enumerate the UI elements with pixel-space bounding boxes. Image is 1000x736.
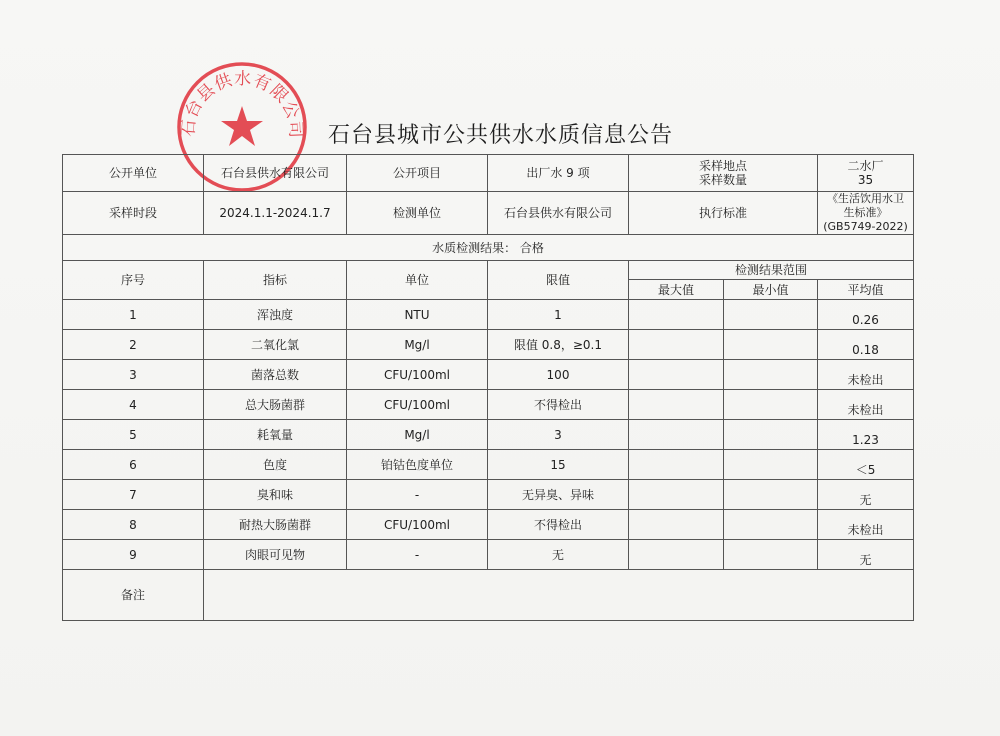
notes-value — [204, 570, 914, 621]
document-title: 石台县城市公共供水水质信息公告 — [328, 123, 674, 148]
row-no: 4 — [63, 390, 204, 420]
row-limit: 不得检出 — [488, 390, 629, 420]
site-label: 采样地点 — [699, 159, 748, 173]
table-row — [63, 390, 914, 420]
row-unit: CFU/100ml — [347, 390, 488, 420]
water-quality-table — [62, 154, 914, 621]
row-unit: CFU/100ml — [347, 510, 488, 540]
row-limit: 限值 0.8，≥0.1 — [488, 330, 629, 360]
row-unit: 铂钴色度单位 — [347, 450, 488, 480]
row-max — [629, 360, 724, 390]
row-no: 9 — [63, 540, 204, 570]
row-limit: 1 — [488, 300, 629, 330]
row-unit: Mg/l — [347, 420, 488, 450]
lab-label: 检测单位 — [347, 192, 488, 235]
row-avg: 未检出 — [818, 360, 914, 390]
row-max — [629, 300, 724, 330]
table-row — [63, 360, 914, 390]
row-min — [724, 450, 818, 480]
row-indicator: 浑浊度 — [204, 300, 347, 330]
row-unit: CFU/100ml — [347, 360, 488, 390]
period-value: 2024.1.1-2024.1.7 — [204, 192, 347, 235]
row-avg: 无 — [818, 540, 914, 570]
row-no: 6 — [63, 450, 204, 480]
site-count-values — [818, 155, 914, 192]
row-indicator: 色度 — [204, 450, 347, 480]
table-row — [63, 300, 914, 330]
row-max — [629, 450, 724, 480]
svg-text:石台县供水有限公司: 石台县供水有限公司 — [178, 69, 306, 140]
publisher-label: 公开单位 — [63, 155, 204, 192]
table-row — [63, 420, 914, 450]
row-no: 8 — [63, 510, 204, 540]
row-min — [724, 300, 818, 330]
project-label: 公开项目 — [347, 155, 488, 192]
row-no: 2 — [63, 330, 204, 360]
row-indicator: 总大肠菌群 — [204, 390, 347, 420]
publisher-value: 石台县供水有限公司 — [204, 155, 347, 192]
row-avg: 无 — [818, 480, 914, 510]
row-limit: 100 — [488, 360, 629, 390]
header-row-1 — [63, 261, 914, 280]
row-avg: 0.26 — [818, 300, 914, 330]
row-min — [724, 480, 818, 510]
row-unit: - — [347, 480, 488, 510]
row-limit: 15 — [488, 450, 629, 480]
header-min: 最小值 — [724, 280, 818, 300]
info-row-1 — [63, 155, 914, 192]
header-indicator: 指标 — [204, 261, 347, 300]
result-cell — [63, 235, 914, 261]
header-range: 检测结果范围 — [629, 261, 914, 280]
row-max — [629, 540, 724, 570]
row-avg: 未检出 — [818, 510, 914, 540]
table-row — [63, 510, 914, 540]
row-max — [629, 330, 724, 360]
period-label: 采样时段 — [63, 192, 204, 235]
lab-value: 石台县供水有限公司 — [488, 192, 629, 235]
site-value: 二水厂 — [847, 159, 884, 173]
row-no: 3 — [63, 360, 204, 390]
info-row-2 — [63, 192, 914, 235]
header-avg: 平均值 — [818, 280, 914, 300]
row-unit: Mg/l — [347, 330, 488, 360]
row-avg: 未检出 — [818, 390, 914, 420]
notes-row — [63, 570, 914, 621]
row-limit: 3 — [488, 420, 629, 450]
row-max — [629, 420, 724, 450]
table-row — [63, 480, 914, 510]
row-min — [724, 420, 818, 450]
table-row — [63, 540, 914, 570]
row-max — [629, 510, 724, 540]
row-max — [629, 390, 724, 420]
result-row — [63, 235, 914, 261]
row-min — [724, 330, 818, 360]
row-avg: ＜5 — [818, 450, 914, 480]
result-value: 合格 — [519, 240, 544, 255]
header-limit: 限值 — [488, 261, 629, 300]
standard-value: 《生活饮用水卫生标准》(GB5749-2022) — [818, 192, 914, 235]
row-unit: NTU — [347, 300, 488, 330]
result-label: 水质检测结果： — [432, 240, 517, 255]
row-min — [724, 390, 818, 420]
row-min — [724, 540, 818, 570]
table-row — [63, 450, 914, 480]
count-label: 采样数量 — [699, 173, 748, 187]
project-value: 出厂水 9 项 — [488, 155, 629, 192]
row-limit: 无异臭、异味 — [488, 480, 629, 510]
row-indicator: 二氧化氯 — [204, 330, 347, 360]
header-no: 序号 — [63, 261, 204, 300]
row-indicator: 臭和味 — [204, 480, 347, 510]
row-indicator: 肉眼可见物 — [204, 540, 347, 570]
site-count-labels — [629, 155, 818, 192]
header-max: 最大值 — [629, 280, 724, 300]
count-value: 35 — [857, 173, 874, 187]
row-avg: 1.23 — [818, 420, 914, 450]
row-indicator: 耗氧量 — [204, 420, 347, 450]
row-no: 1 — [63, 300, 204, 330]
row-min — [724, 510, 818, 540]
row-limit: 无 — [488, 540, 629, 570]
row-avg: 0.18 — [818, 330, 914, 360]
row-no: 5 — [63, 420, 204, 450]
standard-label: 执行标准 — [629, 192, 818, 235]
row-limit: 不得检出 — [488, 510, 629, 540]
row-min — [724, 360, 818, 390]
row-indicator: 耐热大肠菌群 — [204, 510, 347, 540]
row-unit: - — [347, 540, 488, 570]
row-max — [629, 480, 724, 510]
header-unit: 单位 — [347, 261, 488, 300]
table-row — [63, 330, 914, 360]
row-no: 7 — [63, 480, 204, 510]
row-indicator: 菌落总数 — [204, 360, 347, 390]
notes-label: 备注 — [63, 570, 204, 621]
